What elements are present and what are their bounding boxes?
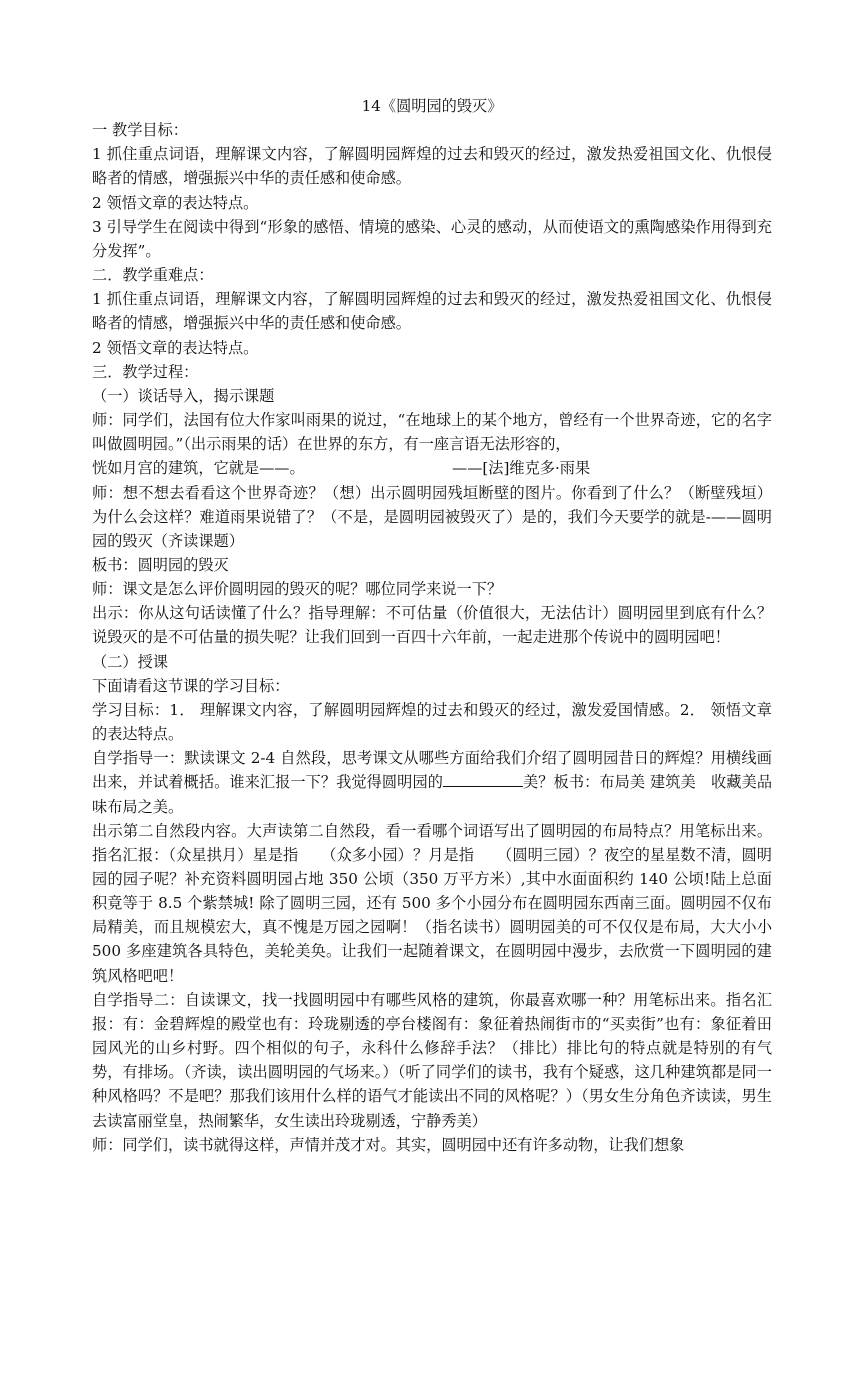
fill-blank xyxy=(443,772,523,787)
paragraph-ruins: 师：想不想去看看这个世界奇迹？（想）出示圆明园残垣断壁的图片。你看到了什么？（断壁残垣）为什么会这样？难道雨果说错了？（不是，是圆明园被毁灭了）是的，我们今天要学的就是-——圆明园的毁灭（齐读课题） xyxy=(92,483,772,550)
section-heading-process: 三．教学过程： xyxy=(92,362,199,381)
objective-item-2: 2 领悟文章的表达特点。 xyxy=(92,193,259,212)
paragraph-board-title: 板书：圆明园的毁灭 xyxy=(92,555,229,574)
paragraph-guide-1 xyxy=(92,746,772,818)
paragraph-goals: 学习目标：1． 理解课文内容，了解圆明园辉煌的过去和毁灭的经过，激发爱国情感。2． 领悟文章的表达特点。 xyxy=(92,700,772,744)
paragraph-intro-end xyxy=(92,456,772,480)
section-heading-key-points: 二．教学重难点： xyxy=(92,266,214,285)
paragraph-closing: 师：同学们，读书就得这样，声情并茂才对。其实，圆明园中还有许多动物，让我们想象 xyxy=(92,1135,685,1154)
step-heading-lesson: （二）授课 xyxy=(92,652,168,671)
quote-attribution: ——[法]维克多·雨果 xyxy=(452,459,591,478)
paragraph-guide-1-a: 自学指导一：默读课文 2-4 自然段，思考课文从哪些方面给我们介绍了圆明园昔日的辉煌？用横线画出来，并试着概括。谁来汇报一下？我觉得圆明园的 xyxy=(92,749,772,792)
paragraph-goals-intro: 下面请看这节课的学习目标： xyxy=(92,676,290,695)
key-point-item-2: 2 领悟文章的表达特点。 xyxy=(92,338,259,357)
document-page xyxy=(92,94,772,1157)
paragraph-question: 师：课文是怎么评价圆明园的毁灭的呢？哪位同学来说一下？ xyxy=(92,580,503,599)
paragraph-show: 出示：你从这句话读懂了什么？指导理解：不可估量（价值很大，无法估计）圆明园里到底有什么？说毁灭的是不可估量的损失呢？让我们回到一百四十六年前，一起走进那个传说中的圆明园吧！ xyxy=(92,604,772,647)
paragraph-intro: 师：同学们，法国有位大作家叫雨果的说过，“在地球上的某个地方，曾经有一个世界奇迹，它的名字叫做圆明园。”（出示雨果的话）在世界的东方，有一座言语无法形容的， xyxy=(92,411,772,454)
section-heading-objectives: 一 教学目标： xyxy=(92,121,188,140)
paragraph-guide-1-b: 美？板书：布局美 建筑美 收藏美品味布局之美。 xyxy=(92,773,773,816)
key-point-item-1: 1 抓住重点词语，理解课文内容，了解圆明园辉煌的过去和毁灭的经过，激发热爱祖国文化、仇恨侵略者的情感，增强振兴中华的责任感和使命感。 xyxy=(92,290,772,333)
page-title: 14《圆明园的毁灭》 xyxy=(361,97,503,115)
paragraph-guide-2: 自学指导二：自读课文，找一找圆明园中有哪些风格的建筑，你最喜欢哪一种？用笔标出来。指名汇报：有：金碧辉煌的殿堂也有：玲珑剔透的亭台楼阁有：象征着热闹街市的“买卖街”也有：象征着田园风光的山乡村野。四个相似的句子，永科什么修辞手法？（排比）排比句的特点就是特别的有气势，有排场。（齐读，读出圆明园的气场来。）（听了同学们的读书，我有个疑惑，这几种建筑都是同一种风格吗？不是吧？那我们该用什么样的语气才能读出不同的风格呢？）（男女生分角色齐读读，男生去读富丽堂皇，热闹繁华，女生读出玲珑剔透，宁静秀美） xyxy=(92,990,772,1130)
paragraph-intro-end-text: 恍如月宫的建筑，它就是——。 xyxy=(92,459,305,478)
paragraph-layout: 出示第二自然段内容。大声读第二自然段，看一看哪个词语写出了圆明园的布局特点？用笔标出来。指名汇报：（众星拱月）星是指 （众多小园）？月是指 （圆明三园）？夜空的星星数不清，圆明园的园子呢？补充资料圆明园占地 350 公顷（350 万平方米）,其中水面面积约 140 公顷!陆上总面积竟等于 8.5 个紫禁城! 除了圆明三园，还有 500 多个小园分布在圆明园东西南三面。圆明园不仅布局精美，而且规模宏大，真不愧是万园之园啊！（指名读书）圆明园美的可不仅仅是布局，大大小小 500 多座建筑各具特色，美轮美奂。让我们一起随着课文，在圆明园中漫步，去欣赏一下圆明园的建筑风格吧吧！ xyxy=(92,821,772,985)
objective-item-1: 1 抓住重点词语，理解课文内容，了解圆明园辉煌的过去和毁灭的经过，激发热爱祖国文化、仇恨侵略者的情感，增强振兴中华的责任感和使命感。 xyxy=(92,145,772,188)
step-heading-intro: （一）谈话导入，揭示课题 xyxy=(92,386,275,405)
objective-item-3: 3 引导学生在阅读中得到“形象的感悟、情境的感染、心灵的感动，从而使语文的熏陶感染作用得到充分发挥”。 xyxy=(92,217,772,260)
